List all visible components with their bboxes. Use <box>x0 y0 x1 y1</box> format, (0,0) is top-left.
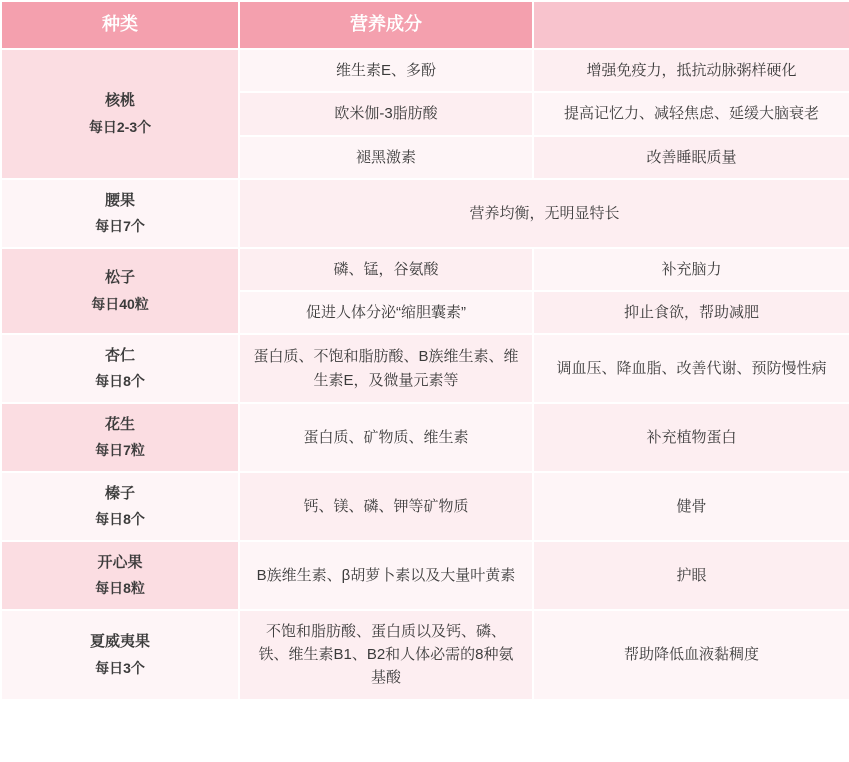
nutrient-cell: 不饱和脂肪酸、蛋白质以及钙、磷、铁、维生素B1、B2和人体必需的8种氨基酸 <box>239 610 533 700</box>
table-row <box>1 334 849 403</box>
nut-daily-amount: 每日8个 <box>95 511 145 528</box>
nut-name: 核桃 <box>104 92 135 110</box>
nut-daily-amount: 每日7个 <box>95 218 145 234</box>
benefit-cell: 补充植物蛋白 <box>533 403 849 472</box>
nutrient-cell: B族维生素、β胡萝卜素以及大量叶黄素 <box>239 541 533 610</box>
benefit-cell: 补充脑力 <box>533 248 849 291</box>
nut-name: 花生 <box>104 416 135 434</box>
benefit-cell: 改善睡眠质量 <box>533 136 849 179</box>
row-category-hazelnut <box>1 472 239 541</box>
row-category-cashew <box>1 179 239 248</box>
column-header-category: 种类 <box>1 1 239 49</box>
table-row <box>1 49 849 92</box>
nut-daily-amount: 每日2-3个 <box>88 118 152 135</box>
nut-daily-amount: 每日40粒 <box>91 295 149 312</box>
nut-name: 开心果 <box>97 554 143 571</box>
column-header-nutrients: 营养成分 <box>239 1 533 49</box>
nut-daily-amount: 每日8个 <box>95 373 145 390</box>
nutrient-cell: 钙、镁、磷、钾等矿物质 <box>239 472 533 541</box>
nut-daily-amount: 每日7粒 <box>95 442 145 459</box>
row-category-macadamia <box>1 610 239 700</box>
table-row <box>1 403 849 472</box>
nutrient-cell: 蛋白质、矿物质、维生素 <box>239 403 533 472</box>
table-row <box>1 610 849 700</box>
benefit-cell: 调血压、降血脂、改善代谢、预防慢性病 <box>533 334 849 403</box>
nutrient-cell: 蛋白质、不饱和脂肪酸、B族维生素、维生素E，及微量元素等 <box>239 334 533 403</box>
table-row <box>1 179 849 248</box>
nutrient-cell: 磷、锰，谷氨酸 <box>239 248 533 291</box>
nutrient-cell: 欧米伽-3脂肪酸 <box>239 92 533 135</box>
benefit-cell: 提高记忆力、减轻焦虑、延缓大脑衰老 <box>533 92 849 135</box>
nutrient-cell: 褪黑激素 <box>239 136 533 179</box>
benefit-cell: 帮助降低血液黏稠度 <box>533 610 849 700</box>
row-category-peanut <box>1 403 239 472</box>
row-category-pistachio <box>1 541 239 610</box>
benefit-cell: 健骨 <box>533 472 849 541</box>
nut-daily-amount: 每日8粒 <box>95 580 145 597</box>
row-category-almond <box>1 334 239 403</box>
nut-name: 榛子 <box>104 485 135 503</box>
nutrient-cell: 促进人体分泌“缩胆囊素” <box>239 291 533 334</box>
nut-name: 腰果 <box>104 191 135 209</box>
benefit-cell: 护眼 <box>533 541 849 610</box>
benefit-cell: 增强免疫力，抵抗动脉粥样硬化 <box>533 49 849 92</box>
column-header-benefits <box>533 1 849 49</box>
nutrient-cell-merged: 营养均衡，无明显特长 <box>239 179 849 248</box>
nut-name: 松子 <box>104 269 135 287</box>
nut-daily-amount: 每日3个 <box>95 659 145 676</box>
table-row <box>1 472 849 541</box>
table-row <box>1 248 849 291</box>
table-row <box>1 541 849 610</box>
table-body <box>1 49 849 700</box>
nutrient-cell: 维生素E、多酚 <box>239 49 533 92</box>
benefit-cell: 抑止食欲，帮助减肥 <box>533 291 849 334</box>
nut-name: 杏仁 <box>104 347 135 365</box>
table-header-row <box>1 1 849 49</box>
row-category-walnut <box>1 49 239 179</box>
row-category-pinenut <box>1 248 239 335</box>
nut-name: 夏威夷果 <box>89 633 150 651</box>
